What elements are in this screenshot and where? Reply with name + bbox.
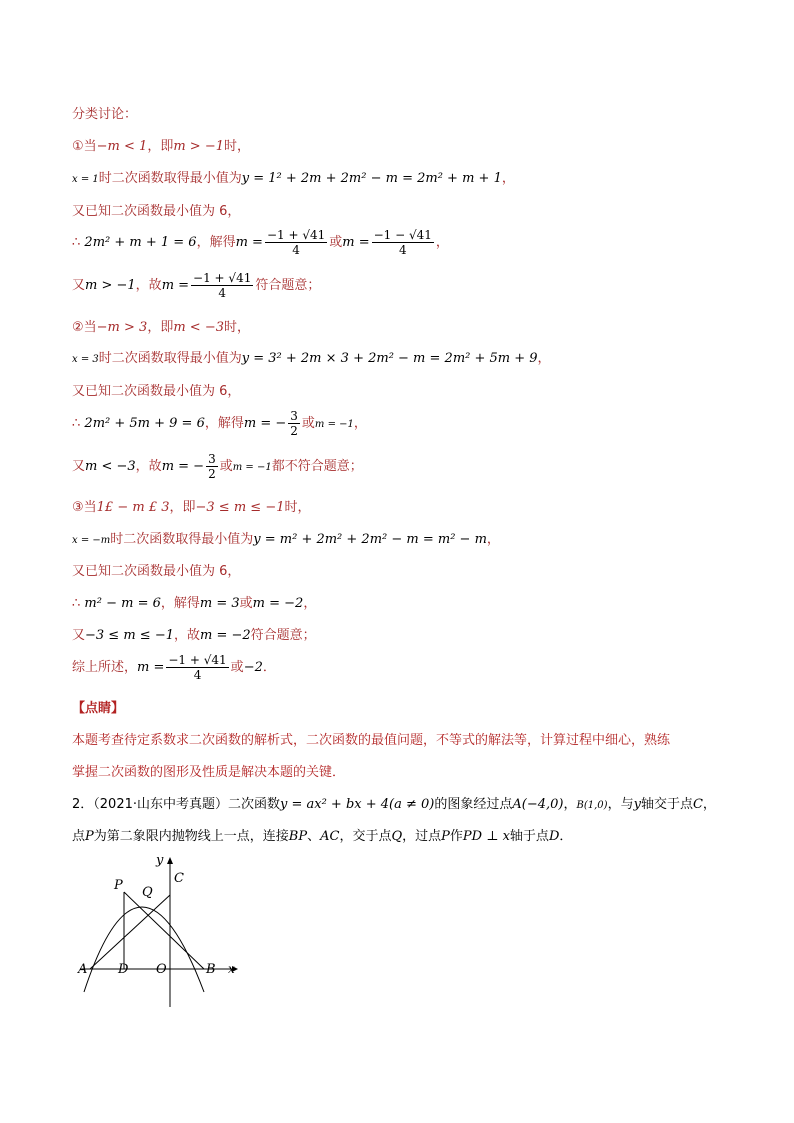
denominator: 4 (398, 243, 407, 257)
math: m = (161, 278, 190, 293)
text: ，交于点 (339, 829, 392, 844)
line-bp (124, 892, 204, 969)
text: ，解得 (196, 235, 236, 250)
math: m = − (243, 416, 287, 431)
case-1-condition (72, 135, 250, 154)
text: ， (435, 235, 449, 250)
math: m = 3 (199, 596, 240, 611)
text: ． (559, 829, 573, 844)
text: 2．（2021·山东中考真题）二次函数 (72, 797, 280, 812)
text: 掌握二次函数的图形及性质是解决本题的关键． (72, 765, 346, 780)
text: 时， (223, 139, 250, 154)
known-min-1 (72, 200, 240, 219)
text: ，即 (169, 500, 196, 515)
math: m = (235, 235, 263, 250)
text: 又 (72, 628, 86, 643)
numerator: −1 + √41 (266, 228, 326, 242)
fraction (191, 271, 253, 300)
numerator: −1 + √41 (168, 653, 227, 667)
math: P (441, 829, 450, 844)
case-2-min (72, 347, 551, 366)
text: ，解得 (204, 416, 244, 431)
fraction (206, 452, 218, 481)
label-a: A (78, 962, 88, 977)
text: 符合题意； (255, 278, 321, 293)
math: y = m² + 2m² + 2m² − m = m² − m (253, 532, 487, 547)
text: 或 (329, 235, 343, 250)
math: −m > 3 (96, 320, 148, 335)
text: ， (303, 596, 317, 611)
label-y: y (156, 853, 164, 868)
numerator: −1 + √41 (193, 271, 252, 285)
case-1-min (72, 167, 515, 186)
case-1-solve (72, 228, 449, 257)
denominator: 4 (193, 668, 202, 682)
math: AC (320, 829, 340, 844)
math: m > −1 (173, 139, 224, 154)
math: m = − (161, 459, 205, 474)
y-axis-arrow (167, 857, 173, 864)
math: −m < 1 (96, 139, 148, 154)
text: 时二次函数取得最小值为 (98, 351, 242, 366)
numerator: −1 − √41 (373, 228, 432, 242)
math: D (548, 829, 560, 844)
math: y (633, 797, 641, 812)
math: −2 (243, 660, 263, 675)
math: x = 3 (72, 354, 99, 365)
math: C (692, 797, 703, 812)
fraction (288, 409, 300, 438)
math: 1£ − m £ 3 (96, 500, 170, 515)
math: m < −3 (173, 320, 224, 335)
dianjing-body-1 (72, 729, 670, 748)
text: ， (501, 171, 515, 186)
math: m > −1 (85, 278, 136, 293)
fraction (166, 653, 228, 682)
text: 本题考查待定系数求二次函数的解析式，二次函数的最值问题，不等式的解法等，计算过程中细心，熟练 (72, 733, 671, 748)
text: 综上所述， (72, 660, 138, 675)
text: 【点睛】 (72, 701, 125, 716)
denominator: 4 (218, 286, 227, 300)
known-min-3 (72, 560, 240, 579)
numerator: 3 (290, 409, 298, 423)
math: P (85, 829, 94, 844)
text: 作 (449, 829, 463, 844)
question-2-line-2 (72, 825, 572, 844)
text: ， (353, 416, 367, 431)
text: ，故 (173, 628, 200, 643)
text: 又 (72, 459, 86, 474)
text: ，故 (135, 459, 162, 474)
text: 、 (307, 829, 321, 844)
text: ， (537, 351, 551, 366)
fraction (372, 228, 434, 257)
math: m² − m = 6 (84, 596, 161, 611)
text: 都不符合题意； (271, 459, 363, 474)
math: PD ⊥ x (462, 829, 510, 844)
heading-classify (72, 103, 137, 122)
label-d: D (118, 962, 129, 977)
label-c: C (174, 871, 184, 886)
known-min-2 (72, 380, 240, 399)
math: y = 3² + 2m × 3 + 2m² − m = 2m² + 5m + 9 (241, 351, 538, 366)
math: A(−4,0) (512, 797, 564, 812)
math: −3 ≤ m ≤ −1 (85, 628, 174, 643)
text: ∴ (72, 235, 81, 250)
math: x = −m (72, 535, 111, 546)
text: ∴ (72, 596, 81, 611)
text: ． (262, 660, 276, 675)
text: 或 (301, 416, 315, 431)
case-3-conclusion (72, 624, 316, 643)
text: ， (702, 797, 716, 812)
text: ，与 (607, 797, 634, 812)
text: 分类讨论： (72, 107, 138, 122)
math: BP (288, 829, 308, 844)
text: ，即 (147, 139, 174, 154)
text: ，故 (135, 278, 162, 293)
denominator: 2 (208, 467, 216, 481)
math: −3 ≤ m ≤ −1 (195, 500, 285, 515)
line-ac (90, 895, 170, 969)
math: y = 1² + 2m + 2m² − m = 2m² + m + 1 (241, 171, 502, 186)
parabola-curve (84, 907, 204, 992)
text: 又 (72, 278, 86, 293)
text: ③当 (72, 500, 97, 515)
case-1-conclusion (72, 271, 320, 300)
math: 2m² + 5m + 9 = 6 (84, 416, 205, 431)
math: x = 1 (72, 174, 99, 185)
text: ①当 (72, 139, 97, 154)
math: m = (137, 660, 165, 675)
text: 时， (223, 320, 250, 335)
case-3-solve (72, 592, 316, 611)
text: 为第二象限内抛物线上一点，连接 (93, 829, 289, 844)
math: y = ax² + bx + 4(a ≠ 0) (280, 797, 435, 812)
text: ， (563, 797, 577, 812)
case-2-conclusion (72, 452, 363, 481)
case-3-condition (72, 496, 311, 515)
text: 时， (284, 500, 311, 515)
text: 轴于点 (509, 829, 549, 844)
label-o: O (156, 962, 167, 977)
text: 或 (230, 660, 244, 675)
fraction (265, 228, 327, 257)
question-2-line-1 (72, 793, 716, 812)
math: m = −1 (314, 419, 354, 430)
text: 又已知二次函数最小值为 6， (72, 204, 241, 219)
math: m = −2 (200, 628, 251, 643)
text: ，即 (147, 320, 174, 335)
text: 又已知二次函数最小值为 6， (72, 564, 241, 579)
text: ，解得 (160, 596, 200, 611)
text: 点 (72, 829, 86, 844)
parabola-figure (72, 852, 252, 1012)
text: 或 (239, 596, 253, 611)
denominator: 4 (292, 243, 300, 257)
denominator: 2 (290, 424, 298, 438)
text: 的图象经过点 (434, 797, 513, 812)
text: 时二次函数取得最小值为 (98, 171, 242, 186)
math: B(1,0) (576, 800, 608, 811)
label-q: Q (142, 885, 153, 900)
dianjing-body-2 (72, 761, 345, 780)
text: 或 (219, 459, 233, 474)
text: 符合题意； (250, 628, 316, 643)
text: 轴交于点 (640, 797, 693, 812)
text: ∴ (72, 416, 81, 431)
text: 又已知二次函数最小值为 6， (72, 384, 241, 399)
label-p: P (114, 878, 123, 893)
text: ②当 (72, 320, 97, 335)
case-2-solve (72, 409, 367, 438)
label-x: x (228, 962, 235, 976)
summary (72, 653, 276, 682)
case-2-condition (72, 316, 250, 335)
math: m < −3 (85, 459, 136, 474)
math: Q (391, 829, 403, 844)
math: m = −1 (232, 462, 272, 473)
case-3-min (72, 528, 500, 547)
math: m = −2 (252, 596, 304, 611)
math: 2m² + m + 1 = 6 (84, 235, 197, 250)
dianjing-heading (72, 697, 124, 716)
text: ，过点 (402, 829, 442, 844)
math: m = (342, 235, 370, 250)
text: 时二次函数取得最小值为 (110, 532, 254, 547)
numerator: 3 (208, 452, 216, 466)
label-b: B (206, 962, 216, 977)
text: ， (486, 532, 500, 547)
